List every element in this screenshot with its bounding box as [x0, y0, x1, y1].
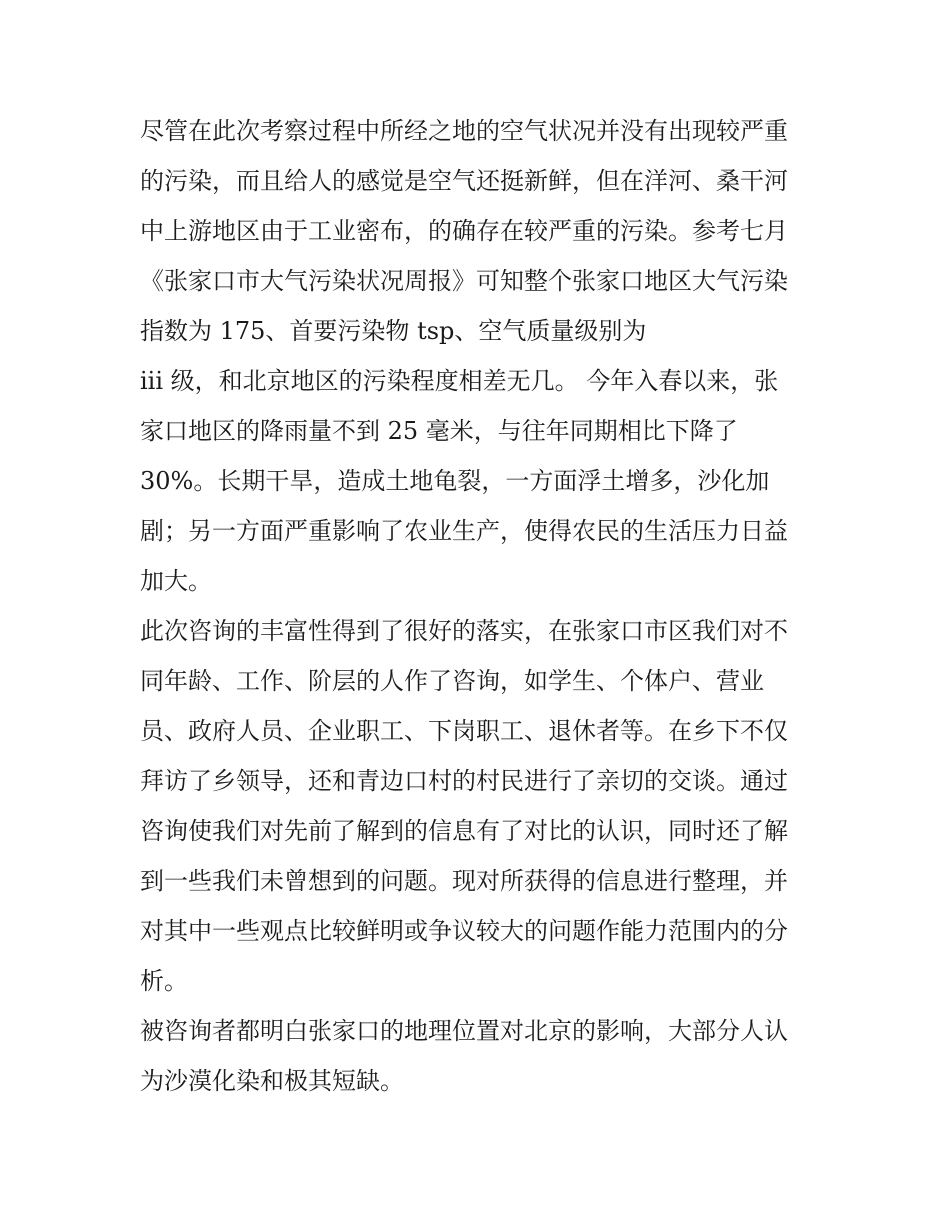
text-line: 《张家口市大气污染状况周报》可知整个张家口地区大气污染	[140, 267, 788, 295]
text-line: 剧；另一方面严重影响了农业生产，使得农民的生活压力日益	[140, 517, 788, 545]
text-line: 30%。长期干旱，造成土地龟裂，一方面浮土增多，沙化加	[140, 467, 770, 495]
document-body	[140, 106, 812, 1106]
text-line: 指数为 175、首要污染物 tsp、空气质量级别为	[140, 317, 647, 345]
paragraph-geography	[140, 1006, 812, 1106]
text-line: 同年龄、工作、阶层的人作了咨询，如学生、个体户、营业	[140, 667, 764, 695]
text-line: 拜访了乡领导，还和青边口村的村民进行了亲切的交谈。通过	[140, 767, 788, 795]
text-line: 被咨询者都明白张家口的地理位置对北京的影响，大部分人认	[140, 1017, 788, 1045]
text-line: 咨询使我们对先前了解到的信息有了对比的认识，同时还了解	[140, 817, 788, 845]
text-line: 家口地区的降雨量不到 25 毫米，与往年同期相比下降了	[140, 417, 738, 445]
text-line: 尽管在此次考察过程中所经之地的空气状况并没有出现较严重	[140, 117, 788, 145]
paragraph-air-pollution	[140, 106, 812, 606]
text-line: 析。	[140, 967, 188, 995]
text-line: 对其中一些观点比较鲜明或争议较大的问题作能力范围内的分	[140, 917, 788, 945]
text-line: 员、政府人员、企业职工、下岗职工、退休者等。在乡下不仅	[140, 717, 788, 745]
text-line: iii 级，和北京地区的污染程度相差无几。 今年入春以来，张	[140, 367, 779, 395]
text-line: 到一些我们未曾想到的问题。现对所获得的信息进行整理，并	[140, 867, 788, 895]
text-line: 此次咨询的丰富性得到了很好的落实，在张家口市区我们对不	[140, 617, 788, 645]
text-line: 的污染，而且给人的感觉是空气还挺新鲜，但在洋河、桑干河	[140, 167, 788, 195]
text-line: 为沙漠化染和极其短缺。	[140, 1067, 404, 1095]
text-line: 加大。	[140, 567, 212, 595]
paragraph-consultation	[140, 606, 812, 1006]
text-line: 中上游地区由于工业密布，的确存在较严重的污染。参考七月	[140, 217, 788, 245]
